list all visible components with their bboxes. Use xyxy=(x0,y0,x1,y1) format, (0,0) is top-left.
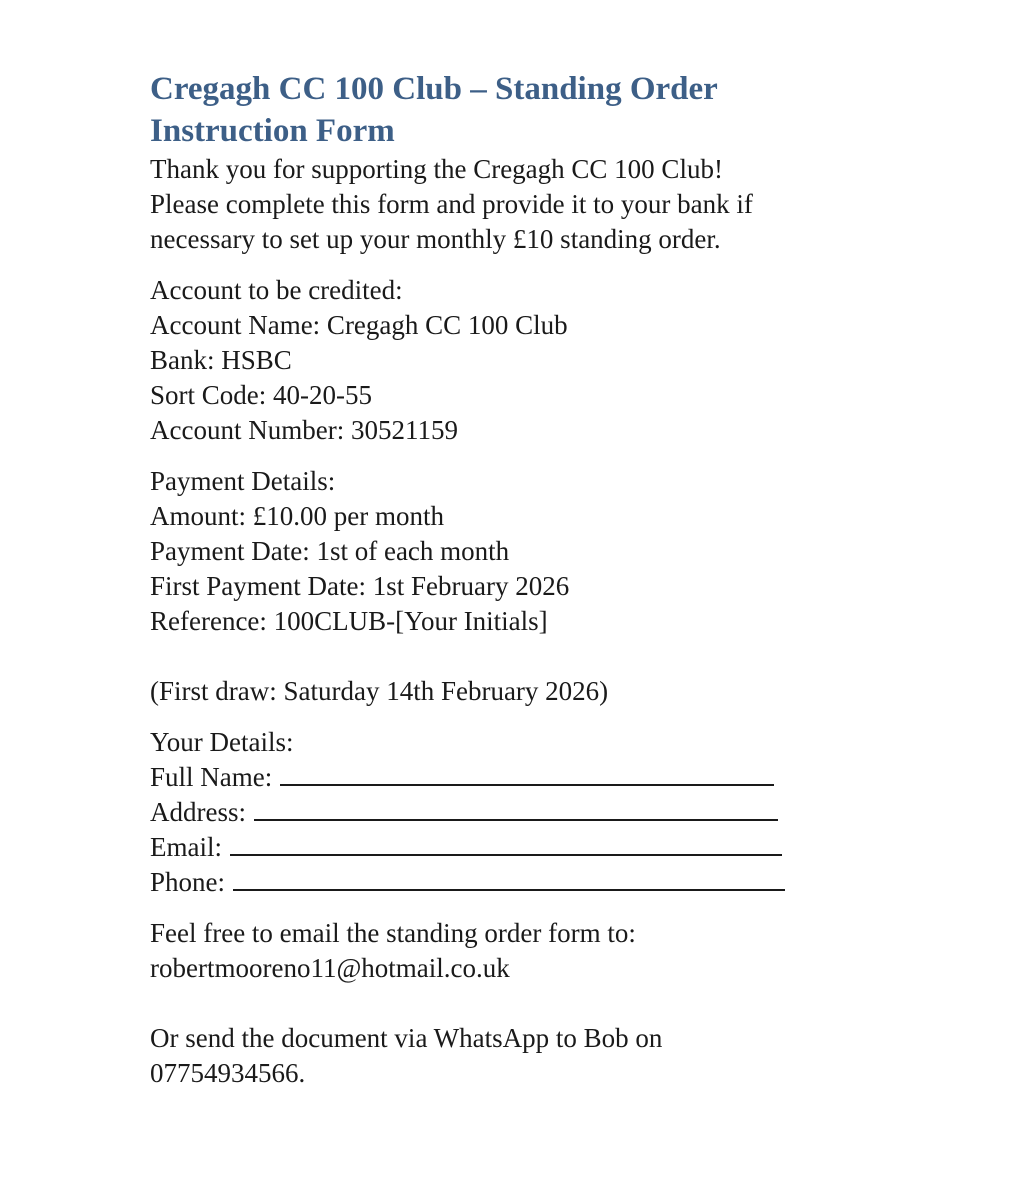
full-name-label: Full Name: xyxy=(150,762,273,792)
your-details-heading: Your Details: xyxy=(150,727,294,757)
address-row xyxy=(150,795,950,830)
phone-label: Phone: xyxy=(150,867,226,897)
payment-reference: Reference: 100CLUB-[Your Initials] xyxy=(150,606,548,636)
account-sort-code: Sort Code: 40-20-55 xyxy=(150,380,372,410)
phone-row xyxy=(150,865,950,900)
address-label: Address: xyxy=(150,797,246,827)
intro-paragraph xyxy=(150,152,950,257)
email-note xyxy=(150,916,950,986)
payment-heading: Payment Details: xyxy=(150,466,336,496)
whatsapp-note-text: Or send the document via WhatsApp to Bob on xyxy=(150,1023,663,1053)
email-row xyxy=(150,830,950,865)
standing-order-document xyxy=(150,68,950,1091)
email-note-text: Feel free to email the standing order form to: xyxy=(150,918,636,948)
full-name-field[interactable] xyxy=(280,762,774,786)
full-name-row xyxy=(150,760,950,795)
account-name: Account Name: Cregagh CC 100 Club xyxy=(150,310,568,340)
payment-date: Payment Date: 1st of each month xyxy=(150,536,510,566)
intro-line: necessary to set up your monthly £10 standing order. xyxy=(150,224,721,254)
payment-section xyxy=(150,464,950,639)
first-draw-note xyxy=(150,674,950,709)
first-payment-date: First Payment Date: 1st February 2026 xyxy=(150,571,570,601)
address-field[interactable] xyxy=(254,797,778,821)
email-field[interactable] xyxy=(230,832,782,856)
form-title-line-1: Cregagh CC 100 Club – Standing Order xyxy=(150,71,718,107)
your-details-section xyxy=(150,725,950,900)
whatsapp-phone: 07754934566. xyxy=(150,1058,306,1088)
account-section xyxy=(150,273,950,448)
email-label: Email: xyxy=(150,832,222,862)
whatsapp-note xyxy=(150,1021,950,1091)
phone-field[interactable] xyxy=(233,867,785,891)
form-title xyxy=(150,68,950,152)
contact-email: robertmooreno11@hotmail.co.uk xyxy=(150,953,510,983)
payment-amount: Amount: £10.00 per month xyxy=(150,501,444,531)
form-title-line-2: Instruction Form xyxy=(150,113,395,149)
first-draw-text: (First draw: Saturday 14th February 2026) xyxy=(150,676,609,706)
intro-line: Please complete this form and provide it to your bank if xyxy=(150,189,753,219)
account-number: Account Number: 30521159 xyxy=(150,415,458,445)
account-heading: Account to be credited: xyxy=(150,275,403,305)
intro-line: Thank you for supporting the Cregagh CC 100 Club! xyxy=(150,154,723,184)
account-bank: Bank: HSBC xyxy=(150,345,292,375)
